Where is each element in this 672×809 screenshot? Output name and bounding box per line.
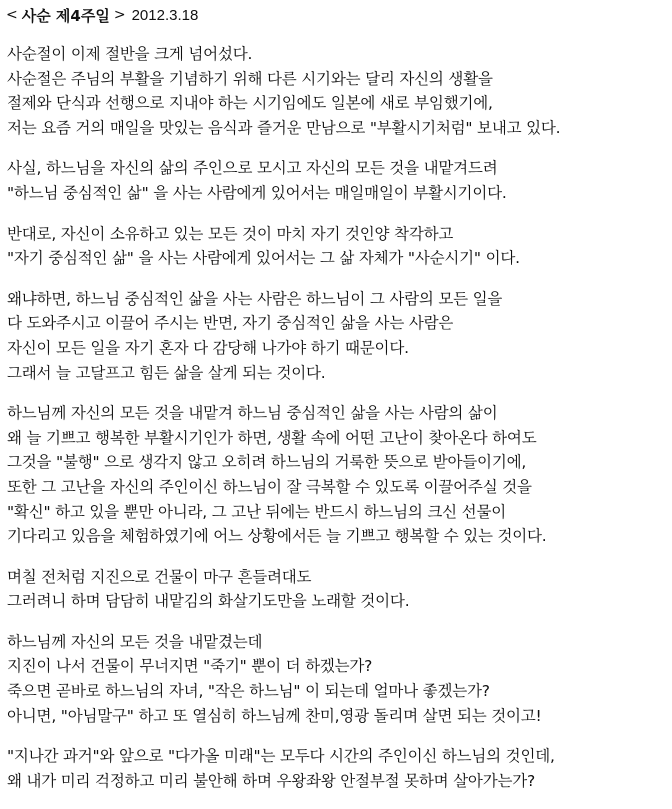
chevron-left-icon: < <box>6 7 18 23</box>
chevron-right-icon: > <box>113 7 126 23</box>
text-line: 저는 요즘 거의 매일을 맛있는 음식과 즐거운 만남으로 "부활시기처럼" 보내고 있다. <box>7 118 561 137</box>
text-line: 기다리고 있음을 체험하였기에 어느 상황에서든 늘 기쁘고 행복할 수 있는 것이다. <box>7 527 547 546</box>
paragraph <box>7 630 667 728</box>
post-title: 사순 제4주일 <box>21 6 110 25</box>
text-line: 다 도와주시고 이끌어 주시는 반면, 자기 중심적인 삶을 사는 사람은 <box>7 314 454 333</box>
text-line: 왜 늘 기쁘고 행복한 부활시기인가 하면, 생활 속에 어떤 고난이 찾아온다 하여도 <box>7 428 537 447</box>
text-line: "자기 중심적인 삶" 을 사는 사람에게 있어서는 그 삶 자체가 "사순시기" 이다. <box>7 249 520 268</box>
text-line: 왜냐하면, 하느님 중심적인 삶을 사는 사람은 하느님이 그 사람의 모든 일을 <box>7 289 503 308</box>
text-line: "하느님 중심적인 삶" 을 사는 사람에게 있어서는 매일매일이 부활시기이다. <box>7 183 507 202</box>
paragraph <box>7 401 667 549</box>
text-line: 그것을 "불행" 으로 생각지 않고 오히려 하느님의 거룩한 뜻으로 받아들이기에, <box>7 453 527 472</box>
text-line: 죽으면 곧바로 하느님의 자녀, "작은 하느님" 이 되는데 얼마나 좋겠는가? <box>7 682 490 701</box>
text-line: "지나간 과거"와 앞으로 "다가올 미래"는 모두다 시간의 주인이신 하느님의 것인데, <box>7 747 555 766</box>
text-line: 하느님께 자신의 모든 것을 내맡겨 하느님 중심적인 삶을 사는 사람의 삶이 <box>7 404 498 423</box>
text-line: 또한 그 고난을 자신의 주인이신 하느님이 잘 극복할 수 있도록 이끌어주실 것을 <box>7 477 532 496</box>
paragraph <box>7 744 667 793</box>
text-line: 아니면, "아님말구" 하고 또 열심히 하느님께 찬미,영광 돌리며 살면 되는 것이고! <box>7 706 542 725</box>
text-line: 그러려니 하며 담담히 내맡김의 화살기도만을 노래할 것이다. <box>7 592 410 611</box>
text-line: 절제와 단식과 선행으로 지내야 하는 시기임에도 일본에 새로 부임했기에, <box>7 94 493 113</box>
post-date: 2012.3.18 <box>131 6 199 24</box>
text-line: 반대로, 자신이 소유하고 있는 모든 것이 마치 자기 것인양 착각하고 <box>7 224 454 243</box>
post-header <box>6 2 198 28</box>
text-line: 하느님께 자신의 모든 것을 내맡겼는데 <box>7 632 263 651</box>
paragraph <box>7 156 667 205</box>
text-line: 사순절은 주님의 부활을 기념하기 위해 다른 시기와는 달리 자신의 생활을 <box>7 69 493 88</box>
prev-post-link[interactable] <box>6 7 18 23</box>
text-line: "확신" 하고 있을 뿐만 아니라, 그 고난 뒤에는 반드시 하느님의 크신 선물이 <box>7 502 507 521</box>
paragraph <box>7 42 667 140</box>
post-body <box>7 42 667 809</box>
text-line: 사실, 하느님을 자신의 삶의 주인으로 모시고 자신의 모든 것을 내맡겨드려 <box>7 159 498 178</box>
text-line: 사순절이 이제 절반을 크게 넘어섰다. <box>7 45 253 63</box>
text-line: 지진이 나서 건물이 무너지면 "죽기" 뿐이 더 하겠는가? <box>7 657 373 676</box>
next-post-link[interactable] <box>114 7 126 23</box>
text-line: 자신이 모든 일을 자기 혼자 다 감당해 나가야 하기 때문이다. <box>7 338 409 357</box>
paragraph <box>7 287 667 385</box>
text-line: 며칠 전처럼 지진으로 건물이 마구 흔들려대도 <box>7 567 312 586</box>
text-line: 그래서 늘 고달프고 힘든 삶을 살게 되는 것이다. <box>7 363 326 382</box>
text-line: 왜 내가 미리 걱정하고 미리 불안해 하며 우왕좌왕 안절부절 못하며 살아가는가? <box>7 771 536 790</box>
paragraph <box>7 565 667 614</box>
paragraph <box>7 222 667 271</box>
